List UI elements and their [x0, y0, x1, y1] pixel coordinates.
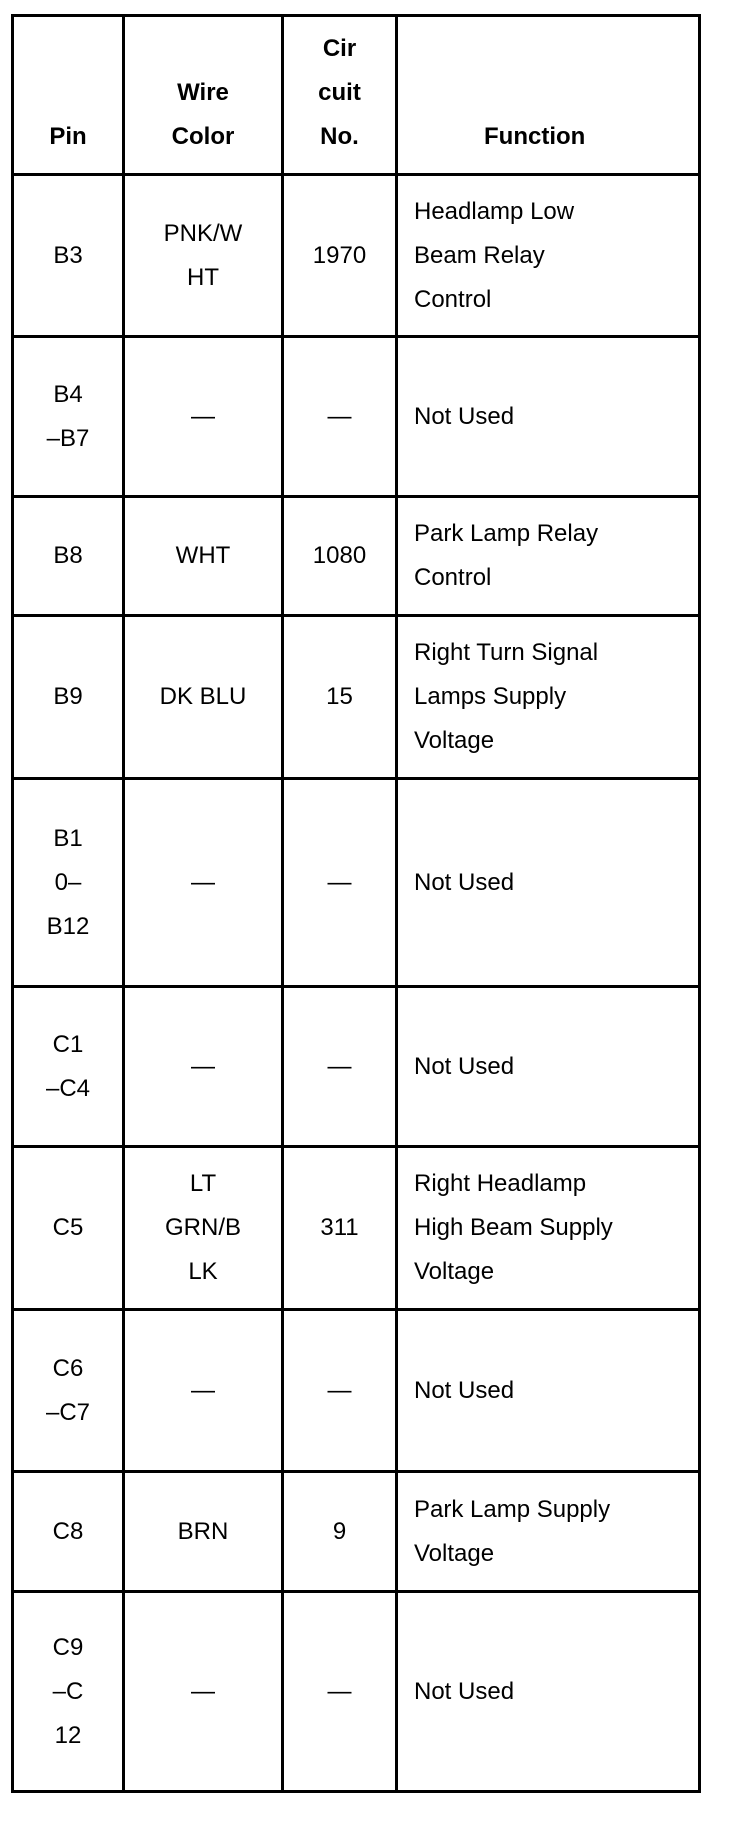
function-cell: Park Lamp Supply Voltage	[397, 1472, 700, 1592]
pin-cell: B8	[13, 497, 124, 616]
table-row	[13, 497, 700, 616]
circuit-no-cell: —	[283, 1310, 397, 1472]
function-cell: Not Used	[397, 1310, 700, 1472]
wire-color-cell: BRN	[124, 1472, 283, 1592]
wire-color-cell: —	[124, 987, 283, 1147]
header-function: Function	[397, 16, 700, 175]
function-cell: Not Used	[397, 779, 700, 987]
function-cell: Headlamp Low Beam Relay Control	[397, 175, 700, 337]
circuit-no-cell: 1970	[283, 175, 397, 337]
pin-cell: C9 –C 12	[13, 1592, 124, 1792]
function-cell: Not Used	[397, 1592, 700, 1792]
table-row	[13, 616, 700, 779]
pin-cell: C5	[13, 1147, 124, 1310]
wire-color-cell: —	[124, 337, 283, 497]
table-header	[13, 16, 700, 175]
table-row	[13, 987, 700, 1147]
circuit-no-cell: 9	[283, 1472, 397, 1592]
wire-color-cell: —	[124, 1310, 283, 1472]
header-row	[13, 16, 700, 175]
table-row	[13, 1310, 700, 1472]
table-row	[13, 1592, 700, 1792]
table-row	[13, 1147, 700, 1310]
wire-color-cell: —	[124, 779, 283, 987]
table-row	[13, 1472, 700, 1592]
wire-color-cell: WHT	[124, 497, 283, 616]
pin-cell: B4 –B7	[13, 337, 124, 497]
function-cell: Park Lamp Relay Control	[397, 497, 700, 616]
pin-cell: B1 0– B12	[13, 779, 124, 987]
wire-color-cell: —	[124, 1592, 283, 1792]
pin-cell: C8	[13, 1472, 124, 1592]
circuit-no-cell: 1080	[283, 497, 397, 616]
header-wire-color: Wire Color	[124, 16, 283, 175]
circuit-no-cell: 311	[283, 1147, 397, 1310]
circuit-no-cell: —	[283, 1592, 397, 1792]
table-row	[13, 337, 700, 497]
wire-color-cell: DK BLU	[124, 616, 283, 779]
circuit-no-cell: —	[283, 987, 397, 1147]
pin-cell: B9	[13, 616, 124, 779]
connector-pinout-table	[11, 14, 701, 1793]
circuit-no-cell: —	[283, 337, 397, 497]
circuit-no-cell: 15	[283, 616, 397, 779]
wire-color-cell: LT GRN/B LK	[124, 1147, 283, 1310]
pin-cell: C6 –C7	[13, 1310, 124, 1472]
table-row	[13, 779, 700, 987]
pin-cell: B3	[13, 175, 124, 337]
header-circuit-no: Cir cuit No.	[283, 16, 397, 175]
table-body	[13, 175, 700, 1792]
pin-cell: C1 –C4	[13, 987, 124, 1147]
function-cell: Not Used	[397, 987, 700, 1147]
function-cell: Right Headlamp High Beam Supply Voltage	[397, 1147, 700, 1310]
circuit-no-cell: —	[283, 779, 397, 987]
function-cell: Right Turn Signal Lamps Supply Voltage	[397, 616, 700, 779]
function-cell: Not Used	[397, 337, 700, 497]
table-row	[13, 175, 700, 337]
header-pin: Pin	[13, 16, 124, 175]
wire-color-cell: PNK/W HT	[124, 175, 283, 337]
